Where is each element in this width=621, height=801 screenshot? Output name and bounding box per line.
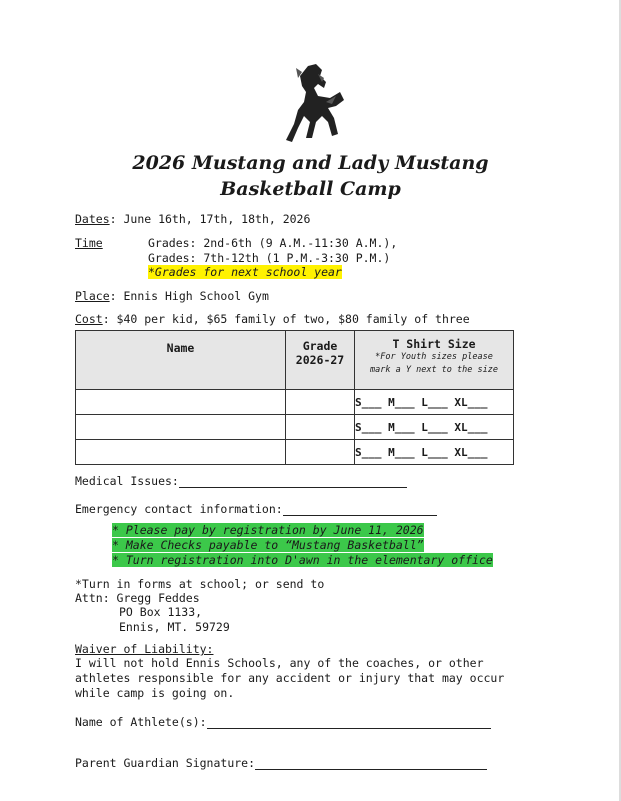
size-column-header [355, 331, 514, 390]
note-turn-in: * Turn registration into D'awn in the elementary office [112, 553, 493, 567]
grade-cell[interactable] [286, 440, 355, 465]
place-label: Place [75, 289, 110, 303]
size-header-title: T Shirt Size [392, 337, 476, 351]
medical-label: Medical Issues: [75, 474, 179, 488]
athlete-label: Name of Athlete(s): [75, 715, 207, 729]
cost-row [75, 312, 470, 326]
cost-label: Cost [75, 312, 103, 326]
grade-cell[interactable] [286, 390, 355, 415]
attn-line-3: Ennis, MT. 59729 [119, 620, 230, 634]
athlete-name-field[interactable] [207, 716, 491, 729]
emergency-row [75, 502, 437, 516]
size-cell[interactable]: S___ M___ L___ XL___ [355, 415, 514, 440]
place-row [75, 289, 269, 303]
attn-line-2: PO Box 1133, [119, 605, 203, 619]
grades-note-highlight: *Grades for next school year [148, 265, 342, 279]
mustang-horse-icon [278, 62, 348, 146]
dates-value: : June 16th, 17th, 18th, 2026 [109, 212, 311, 226]
grade-column-header [286, 331, 355, 390]
grade-header-line-2: 2026-27 [295, 353, 345, 367]
waiver-line-2: athletes responsible for any accident or injury that may occur [75, 671, 505, 685]
waiver-heading: Waiver of Liability: [75, 642, 214, 656]
name-column-header: Name [76, 331, 286, 390]
dates-label: Dates [75, 212, 110, 226]
table-header-row [76, 331, 514, 390]
grade-cell[interactable] [286, 415, 355, 440]
registration-table [75, 330, 514, 465]
signature-label: Parent Guardian Signature: [75, 756, 256, 770]
signature-row [75, 756, 487, 770]
emergency-label: Emergency contact information: [75, 502, 283, 516]
table-row [76, 415, 514, 440]
payment-notes [112, 523, 493, 568]
dates-row [75, 212, 310, 226]
time-label: Time [75, 236, 103, 250]
athlete-row [75, 715, 491, 729]
attn-line-1: Attn: Gregg Feddes [75, 591, 200, 605]
title-line-2: Basketball Camp [220, 178, 401, 200]
size-header-note-2: mark a Y next to the size [370, 365, 498, 375]
time-note [148, 265, 342, 279]
medical-field[interactable] [179, 475, 407, 488]
signature-field[interactable] [255, 757, 487, 770]
name-cell[interactable] [76, 440, 286, 465]
title-line-1: 2026 Mustang and Lady Mustang [132, 152, 489, 174]
table-row [76, 440, 514, 465]
note-pay-by: * Please pay by registration by June 11, 2026 [112, 523, 424, 537]
name-cell[interactable] [76, 415, 286, 440]
name-cell[interactable] [76, 390, 286, 415]
emergency-field[interactable] [283, 503, 437, 516]
time-line-1: Grades: 2nd-6th (9 A.M.-11:30 A.M.), [148, 236, 398, 250]
grade-header-line-1: Grade [302, 339, 338, 353]
turn-in-text: *Turn in forms at school; or send to [75, 577, 325, 591]
place-value: : Ennis High School Gym [109, 289, 269, 303]
waiver-line-3: while camp is going on. [75, 686, 235, 700]
cost-value: : $40 per kid, $65 family of two, $80 family of three [102, 312, 470, 326]
time-line-2: Grades: 7th-12th (1 P.M.-3:30 P.M.) [148, 251, 391, 265]
size-header-note-1: *For Youth sizes please [375, 352, 493, 362]
table-row [76, 390, 514, 415]
size-cell[interactable]: S___ M___ L___ XL___ [355, 440, 514, 465]
note-checks: * Make Checks payable to “Mustang Basketball” [112, 538, 424, 552]
size-cell[interactable]: S___ M___ L___ XL___ [355, 390, 514, 415]
medical-row [75, 474, 407, 488]
waiver-line-1: I will not hold Ennis Schools, any of the coaches, or other [75, 656, 484, 670]
